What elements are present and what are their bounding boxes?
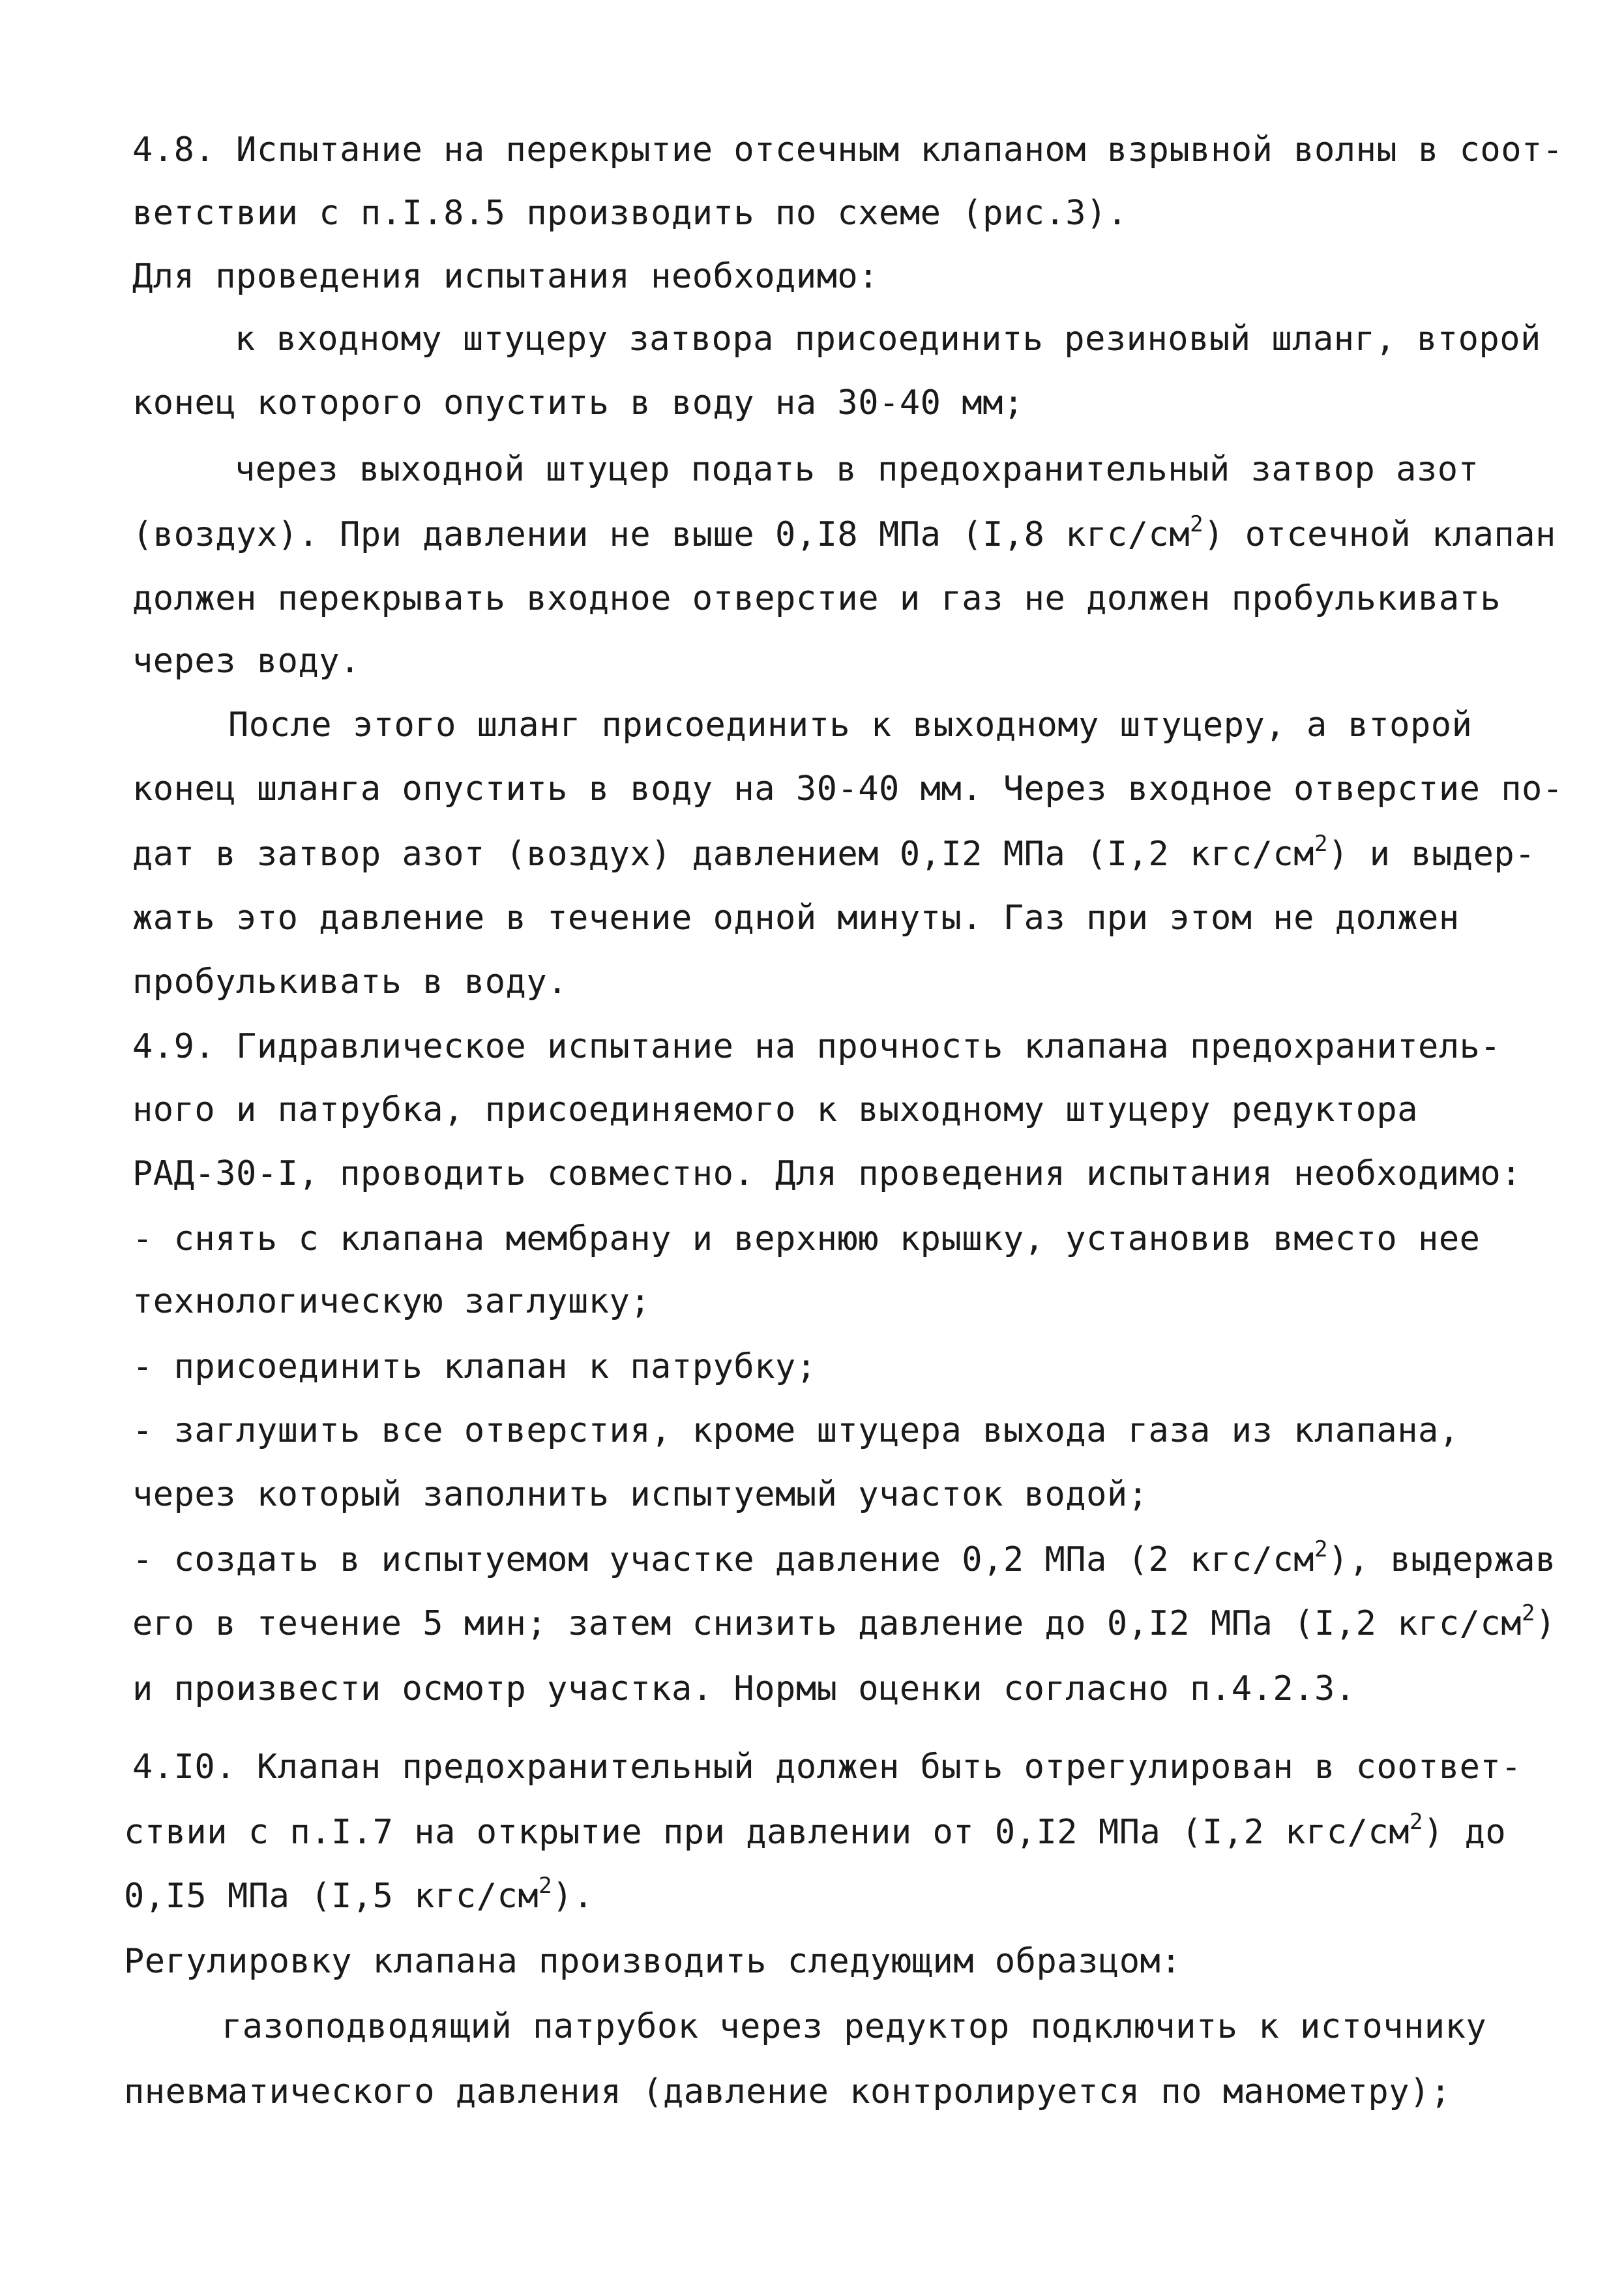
- text-run: через выходной штуцер подать в предохранительный затвор азот: [235, 450, 1479, 489]
- text-line: [132, 1536, 1556, 1579]
- text-run: Регулировку клапана производить следующим образцом:: [124, 1942, 1182, 1981]
- text-line: [132, 642, 361, 681]
- text-run: 4.9. Гидравлическое испытание на прочность клапана предохранитель-: [132, 1027, 1501, 1066]
- text-line: [222, 2007, 1486, 2046]
- text-line: [132, 1748, 1522, 1787]
- text-run: дат в затвор азот (воздух) давлением 0,I2 МПа (I,2 кгс/см: [132, 835, 1314, 874]
- text-run: жать это давление в течение одной минуты. Газ при этом не должен: [132, 899, 1460, 938]
- text-line: [132, 1347, 817, 1386]
- superscript: 2: [1314, 1536, 1328, 1562]
- text-run: ствии с п.I.7 на открытие при давлении от 0,I2 МПа (I,2 кгс/см: [124, 1813, 1410, 1852]
- text-run: к входному штуцеру затвора присоединить резиновый шланг, второй: [235, 320, 1541, 359]
- text-run: через воду.: [132, 642, 361, 681]
- text-run: - присоединить клапан к патрубку;: [132, 1347, 817, 1386]
- text-run: ) и выдер-: [1327, 835, 1536, 874]
- text-run: через который заполнить испытуемый участок водой;: [132, 1475, 1149, 1514]
- text-run: 0,I5 МПа (I,5 кгс/см: [124, 1877, 539, 1916]
- text-run: ветствии с п.I.8.5 производить по схеме (рис.3).: [132, 194, 1128, 233]
- text-run: 4.I0. Клапан предохранительный должен быть отрегулирован в соответ-: [132, 1748, 1522, 1787]
- text-line: [132, 1219, 1480, 1258]
- text-run: конец которого опустить в воду на 30-40 мм;: [132, 383, 1024, 423]
- text-run: ) отсечной клапан: [1203, 515, 1556, 554]
- text-run: его в течение 5 мин; затем снизить давление до 0,I2 МПа (I,2 кгс/см: [132, 1604, 1522, 1643]
- text-run: должен перекрывать входное отверстие и газ не должен пробулькивать: [132, 579, 1501, 618]
- text-line: [132, 962, 568, 1002]
- text-run: После этого шланг присоединить к выходному штуцеру, а второй: [228, 706, 1473, 745]
- superscript: 2: [1522, 1600, 1536, 1626]
- text-run: конец шланга опустить в воду на 30-40 мм. Через входное отверстие по-: [132, 769, 1563, 809]
- text-line: [124, 2072, 1451, 2111]
- text-line: [124, 1808, 1507, 1852]
- text-line: [132, 130, 1563, 170]
- text-run: ).: [552, 1877, 594, 1916]
- text-run: - заглушить все отверстия, кроме штуцера выхода газа из клапана,: [132, 1411, 1460, 1450]
- text-line: [132, 1411, 1460, 1450]
- text-line: [132, 194, 1128, 233]
- text-line: [235, 320, 1541, 359]
- text-line: [132, 257, 879, 296]
- text-line: [132, 830, 1536, 874]
- superscript: 2: [1410, 1808, 1423, 1835]
- text-line: [124, 1872, 594, 1916]
- superscript: 2: [1314, 830, 1328, 857]
- text-line: [132, 1282, 651, 1321]
- text-line: [132, 1475, 1149, 1514]
- text-line: [124, 1942, 1181, 1981]
- text-run: - создать в испытуемом участке давление 0,2 МПа (2 кгс/см: [132, 1540, 1314, 1579]
- text-line: [132, 899, 1460, 938]
- text-run: пневматического давления (давление контролируется по манометру);: [124, 2072, 1451, 2111]
- text-line: [235, 450, 1479, 489]
- text-run: ) до: [1423, 1813, 1507, 1852]
- text-line: [228, 706, 1472, 745]
- text-line: [132, 1154, 1522, 1193]
- text-line: [132, 1669, 1356, 1708]
- text-line: [132, 1090, 1418, 1129]
- text-run: технологическую заглушку;: [132, 1282, 651, 1321]
- text-run: (воздух). При давлении не выше 0,I8 МПа (I,8 кгс/см: [132, 515, 1190, 554]
- text-line: [132, 769, 1563, 809]
- text-line: [132, 1027, 1501, 1066]
- text-run: Для проведения испытания необходимо:: [132, 257, 879, 296]
- text-run: и произвести осмотр участка. Нормы оценки согласно п.4.2.3.: [132, 1669, 1356, 1708]
- text-run: РАД-30-I, проводить совместно. Для проведения испытания необходимо:: [132, 1154, 1522, 1193]
- text-line: [132, 383, 1024, 423]
- text-run: 4.8. Испытание на перекрытие отсечным клапаном взрывной волны в соот-: [132, 130, 1563, 170]
- superscript: 2: [539, 1872, 553, 1899]
- text-line: [132, 579, 1501, 618]
- text-run: пробулькивать в воду.: [132, 962, 568, 1002]
- text-line: [132, 1600, 1556, 1643]
- text-run: газоподводящий патрубок через редуктор подключить к источнику: [222, 2007, 1487, 2046]
- text-run: ): [1535, 1604, 1556, 1643]
- text-line: [132, 511, 1556, 554]
- text-run: ного и патрубка, присоединяемого к выходному штуцеру редуктора: [132, 1090, 1419, 1129]
- text-run: ), выдержав: [1327, 1540, 1556, 1579]
- text-run: - снять с клапана мембрану и верхнюю крышку, установив вместо нее: [132, 1219, 1481, 1258]
- superscript: 2: [1190, 511, 1204, 537]
